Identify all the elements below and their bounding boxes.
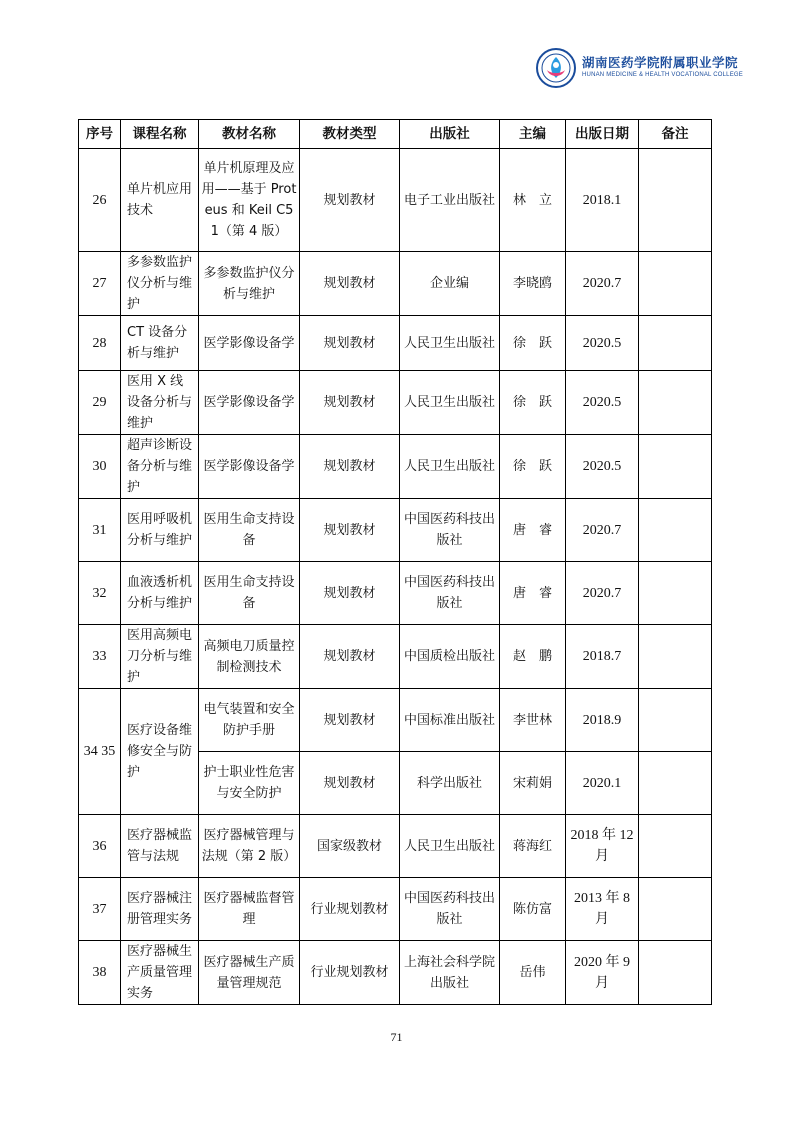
book-type: 规划教材 — [300, 371, 400, 435]
book-name: 医用生命支持设备 — [199, 499, 300, 562]
col-header-course: 课程名称 — [121, 120, 199, 149]
editor: 唐 睿 — [500, 499, 566, 562]
logo-chinese-name: 湖南医药学院附属职业学院 — [582, 55, 739, 70]
publisher: 人民卫生出版社 — [400, 435, 500, 499]
course-name: 医用 X 线设备分析与维护 — [121, 371, 199, 435]
course-name: 医用高频电刀分析与维护 — [121, 625, 199, 689]
col-header-note: 备注 — [639, 120, 712, 149]
table-row — [79, 689, 712, 752]
course-name: 医疗器械注册管理实务 — [121, 878, 199, 941]
note — [639, 252, 712, 316]
course-name: 血液透析机分析与维护 — [121, 562, 199, 625]
publish-date: 2020 年 9 月 — [566, 941, 639, 1005]
editor: 李晓鸥 — [500, 252, 566, 316]
table-row — [79, 625, 712, 689]
note — [639, 878, 712, 941]
table-row — [79, 499, 712, 562]
note — [639, 562, 712, 625]
book-type: 规划教材 — [300, 252, 400, 316]
book-type: 规划教材 — [300, 435, 400, 499]
book-name: 多参数监护仪分析与维护 — [199, 252, 300, 316]
course-name: 医疗器械监管与法规 — [121, 815, 199, 878]
publish-date: 2020.7 — [566, 499, 639, 562]
table-header-row — [79, 120, 712, 149]
publisher: 企业编 — [400, 252, 500, 316]
publisher: 人民卫生出版社 — [400, 316, 500, 371]
publish-date: 2020.5 — [566, 371, 639, 435]
table-row — [79, 562, 712, 625]
book-name: 电气装置和安全防护手册 — [199, 689, 300, 752]
col-header-no: 序号 — [79, 120, 121, 149]
editor: 徐 跃 — [500, 316, 566, 371]
table-row — [79, 435, 712, 499]
book-type: 行业规划教材 — [300, 878, 400, 941]
row-number: 30 — [79, 435, 121, 499]
editor: 林 立 — [500, 149, 566, 252]
row-number: 36 — [79, 815, 121, 878]
publish-date: 2020.5 — [566, 316, 639, 371]
publish-date: 2018.1 — [566, 149, 639, 252]
col-header-editor: 主编 — [500, 120, 566, 149]
book-type: 规划教材 — [300, 625, 400, 689]
book-name: 单片机原理及应用——基于 Proteus 和 Keil C51（第 4 版） — [199, 149, 300, 252]
publisher: 中国医药科技出版社 — [400, 562, 500, 625]
publish-date: 2018.9 — [566, 689, 639, 752]
book-name: 医疗器械管理与法规（第 2 版） — [199, 815, 300, 878]
note — [639, 435, 712, 499]
book-name: 医学影像设备学 — [199, 316, 300, 371]
book-type: 规划教材 — [300, 689, 400, 752]
book-name: 护士职业性危害与安全防护 — [199, 752, 300, 815]
row-number: 33 — [79, 625, 121, 689]
editor: 徐 跃 — [500, 435, 566, 499]
table-row — [79, 878, 712, 941]
row-number: 27 — [79, 252, 121, 316]
book-type: 规划教材 — [300, 752, 400, 815]
textbook-table — [78, 119, 712, 1005]
course-name: 单片机应用技术 — [121, 149, 199, 252]
college-emblem-icon — [536, 48, 576, 88]
table-row — [79, 149, 712, 252]
editor: 蒋海红 — [500, 815, 566, 878]
row-number: 28 — [79, 316, 121, 371]
book-type: 规划教材 — [300, 316, 400, 371]
logo-english-name: HUNAN MEDICINE & HEALTH VOCATIONAL COLLEGE — [582, 72, 743, 78]
row-number: 29 — [79, 371, 121, 435]
course-name: 多参数监护仪分析与维护 — [121, 252, 199, 316]
row-number: 34 35 — [79, 689, 121, 815]
publisher: 中国标准出版社 — [400, 689, 500, 752]
publisher: 电子工业出版社 — [400, 149, 500, 252]
table-row — [79, 941, 712, 1005]
note — [639, 625, 712, 689]
note — [639, 149, 712, 252]
col-header-date: 出版日期 — [566, 120, 639, 149]
col-header-type: 教材类型 — [300, 120, 400, 149]
editor: 徐 跃 — [500, 371, 566, 435]
col-header-publisher: 出版社 — [400, 120, 500, 149]
book-name: 医疗器械生产质量管理规范 — [199, 941, 300, 1005]
book-name: 医疗器械监督管理 — [199, 878, 300, 941]
book-type: 行业规划教材 — [300, 941, 400, 1005]
course-name: 超声诊断设备分析与维护 — [121, 435, 199, 499]
publish-date: 2020.7 — [566, 252, 639, 316]
editor: 宋莉娟 — [500, 752, 566, 815]
publish-date: 2013 年 8 月 — [566, 878, 639, 941]
note — [639, 689, 712, 752]
table-row — [79, 252, 712, 316]
publisher: 科学出版社 — [400, 752, 500, 815]
book-name: 医学影像设备学 — [199, 371, 300, 435]
course-name: 医用呼吸机分析与维护 — [121, 499, 199, 562]
publish-date: 2020.7 — [566, 562, 639, 625]
publish-date: 2020.5 — [566, 435, 639, 499]
book-type: 国家级教材 — [300, 815, 400, 878]
note — [639, 815, 712, 878]
editor: 唐 睿 — [500, 562, 566, 625]
page-number: 71 — [390, 1030, 403, 1044]
publisher: 人民卫生出版社 — [400, 371, 500, 435]
publisher: 中国质检出版社 — [400, 625, 500, 689]
course-name: 医疗设备维修安全与防护 — [121, 689, 199, 815]
note — [639, 316, 712, 371]
row-number: 38 — [79, 941, 121, 1005]
row-number: 31 — [79, 499, 121, 562]
book-type: 规划教材 — [300, 562, 400, 625]
publish-date: 2020.1 — [566, 752, 639, 815]
publish-date: 2018.7 — [566, 625, 639, 689]
table-row — [79, 316, 712, 371]
publisher: 上海社会科学院出版社 — [400, 941, 500, 1005]
note — [639, 499, 712, 562]
book-name: 高频电刀质量控制检测技术 — [199, 625, 300, 689]
table-row — [79, 815, 712, 878]
publisher: 中国医药科技出版社 — [400, 499, 500, 562]
note — [639, 371, 712, 435]
publish-date: 2018 年 12 月 — [566, 815, 639, 878]
book-type: 规划教材 — [300, 499, 400, 562]
editor: 李世林 — [500, 689, 566, 752]
editor: 陈仿富 — [500, 878, 566, 941]
table-row — [79, 371, 712, 435]
editor: 赵 鹏 — [500, 625, 566, 689]
note — [639, 941, 712, 1005]
book-type: 规划教材 — [300, 149, 400, 252]
college-logo — [536, 48, 746, 88]
publisher: 人民卫生出版社 — [400, 815, 500, 878]
note — [639, 752, 712, 815]
book-name: 医学影像设备学 — [199, 435, 300, 499]
row-number: 26 — [79, 149, 121, 252]
row-number: 32 — [79, 562, 121, 625]
course-name: 医疗器械生产质量管理实务 — [121, 941, 199, 1005]
col-header-book: 教材名称 — [199, 120, 300, 149]
publisher: 中国医药科技出版社 — [400, 878, 500, 941]
course-name: CT 设备分析与维护 — [121, 316, 199, 371]
book-name: 医用生命支持设备 — [199, 562, 300, 625]
row-number: 37 — [79, 878, 121, 941]
editor: 岳伟 — [500, 941, 566, 1005]
